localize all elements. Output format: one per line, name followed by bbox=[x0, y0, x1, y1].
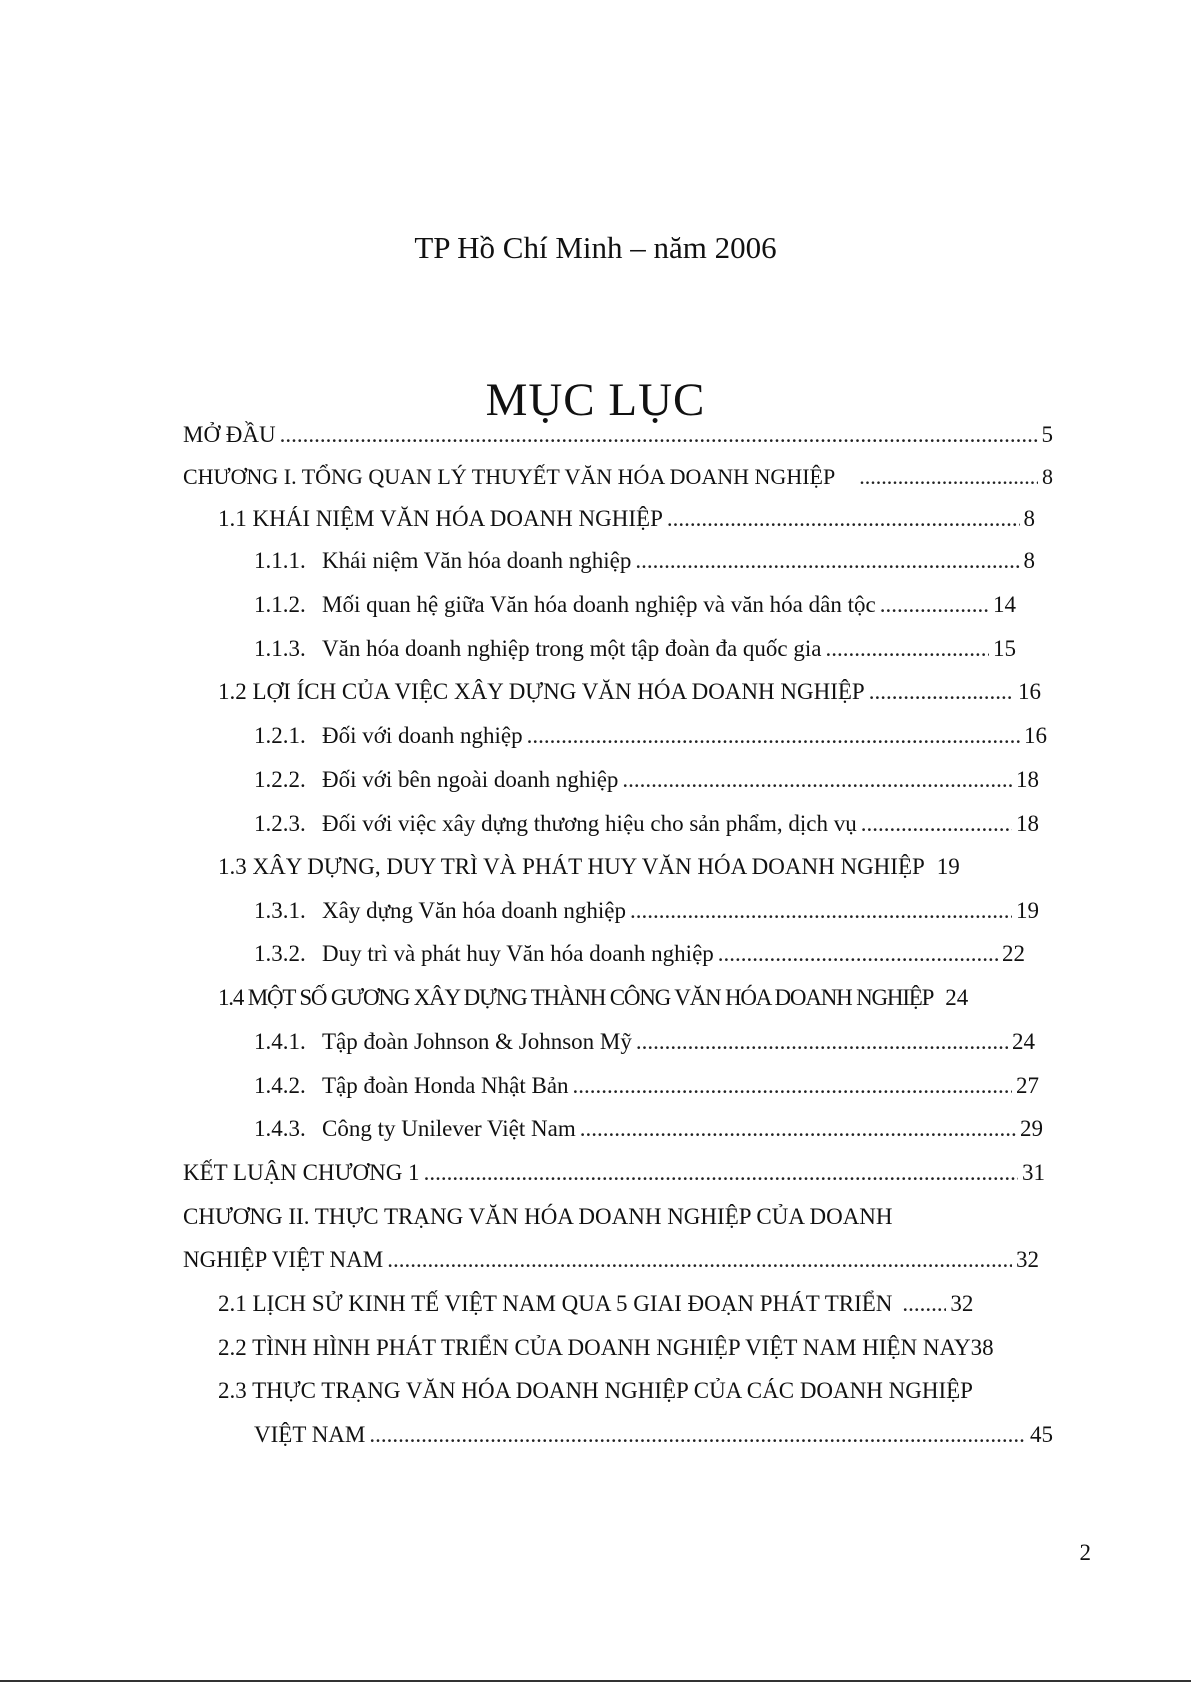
toc-entry-text: 1.2 LỢI ÍCH CỦA VIỆC XÂY DỰNG VĂN HÓA DOANH NGHIỆP bbox=[218, 679, 865, 704]
toc-entry-page: 19 bbox=[936, 854, 960, 879]
toc-entry-page: 15 bbox=[993, 636, 1016, 661]
place-date: TP Hồ Chí Minh – năm 2006 bbox=[414, 230, 777, 265]
toc-leader-dots bbox=[630, 896, 1012, 926]
toc-entry-1-2-3[interactable] bbox=[254, 809, 1053, 839]
toc-entry-number: 1.2.2. bbox=[254, 767, 306, 792]
toc-entry-mo-dau[interactable] bbox=[183, 420, 1053, 450]
toc-entry-text: Tập đoàn Honda Nhật Bản bbox=[322, 1073, 569, 1098]
toc-entry-page: 18 bbox=[1016, 811, 1039, 836]
toc-entry-1-3-2[interactable] bbox=[254, 939, 1053, 969]
toc-entry-1-2-2[interactable] bbox=[254, 765, 1053, 795]
toc-entry-page: 16 bbox=[1018, 679, 1041, 704]
toc-leader-dots bbox=[718, 939, 998, 969]
toc-entry-page: 45 bbox=[1030, 1422, 1053, 1447]
toc-entry-page: 16 bbox=[1024, 723, 1047, 748]
toc-entry-text: Công ty Unilever Việt Nam bbox=[322, 1116, 576, 1141]
toc-entry-page: 8 bbox=[1023, 506, 1035, 531]
toc-entry-page: 24 bbox=[1012, 1029, 1035, 1054]
toc-leader-dots bbox=[280, 420, 1038, 450]
toc-entry-page: 32 bbox=[950, 1291, 974, 1316]
toc-leader-dots bbox=[902, 1289, 946, 1319]
toc-entry-number: 1.2.1. bbox=[254, 723, 306, 748]
toc-entry-page: 24 bbox=[945, 985, 969, 1010]
toc-entry-text: Đối với doanh nghiệp bbox=[322, 723, 523, 748]
toc-leader-dots bbox=[636, 1027, 1008, 1057]
toc-entry-text: Tập đoàn Johnson & Johnson Mỹ bbox=[322, 1029, 632, 1054]
toc-leader-dots bbox=[387, 1245, 1012, 1275]
toc-leader-dots bbox=[622, 765, 1012, 795]
toc-entry-text: MỞ ĐẦU bbox=[183, 422, 276, 447]
toc-entry-1-1[interactable] bbox=[218, 504, 1053, 534]
toc-leader-dots bbox=[826, 634, 990, 664]
toc-entry-text: KẾT LUẬN CHƯƠNG 1 bbox=[183, 1160, 420, 1185]
toc-entry-number: 1.3.2. bbox=[254, 941, 306, 966]
toc-entry-chapter-2-line2[interactable] bbox=[183, 1245, 1053, 1275]
toc-entry-text: 1.3 XÂY DỰNG, DUY TRÌ VÀ PHÁT HUY VĂN HÓA DOANH NGHIỆP bbox=[218, 854, 925, 879]
toc-entry-text: VIỆT NAM bbox=[254, 1422, 366, 1447]
toc-entry-text: Khái niệm Văn hóa doanh nghiệp bbox=[322, 548, 632, 573]
toc-entry-1-4-1[interactable] bbox=[254, 1027, 1053, 1057]
toc-entry-page: 5 bbox=[1041, 422, 1053, 447]
toc-entry-page: 27 bbox=[1016, 1073, 1039, 1098]
toc-entry-2-1[interactable] bbox=[218, 1289, 1018, 1319]
toc-title: MỤC LỤC bbox=[485, 374, 706, 426]
toc-entry-number: 1.1.1. bbox=[254, 548, 306, 573]
toc-entry-page: 29 bbox=[1020, 1116, 1043, 1141]
toc-entry-page: 14 bbox=[993, 592, 1016, 617]
toc-entry-text: Mối quan hệ giữa Văn hóa doanh nghiệp và văn hóa dân tộc bbox=[322, 592, 876, 617]
toc-entry-2-3-line1[interactable]: 2.3 THỰC TRẠNG VĂN HÓA DOANH NGHIỆP CỦA CÁC DOANH NGHIỆP bbox=[218, 1378, 973, 1403]
toc-entry-text: NGHIỆP VIỆT NAM bbox=[183, 1247, 384, 1272]
toc-leader-dots bbox=[880, 590, 989, 620]
toc-leader-dots bbox=[527, 721, 1020, 751]
toc-entry-1-4-3[interactable] bbox=[254, 1114, 1053, 1144]
toc-leader-dots bbox=[869, 677, 1014, 707]
toc-leader-dots bbox=[573, 1071, 1012, 1101]
toc-entry-1-3-1[interactable] bbox=[254, 896, 1053, 926]
toc-entry-1-1-2[interactable] bbox=[254, 590, 1053, 620]
toc-entry-page: 19 bbox=[1016, 898, 1039, 923]
toc-entry-text: Văn hóa doanh nghiệp trong một tập đoàn đa quốc gia bbox=[322, 636, 822, 661]
toc-entry-2-2[interactable]: 2.2 TÌNH HÌNH PHÁT TRIỂN CỦA DOANH NGHIỆP VIỆT NAM HIỆN NAY38 bbox=[218, 1335, 994, 1360]
toc-entry-number: 1.4.3. bbox=[254, 1116, 306, 1141]
toc-entry-text: Duy trì và phát huy Văn hóa doanh nghiệp bbox=[322, 941, 714, 966]
toc-entry-2-3-line2[interactable] bbox=[254, 1420, 1053, 1450]
toc-entry-page: 8 bbox=[1023, 548, 1035, 573]
toc-leader-dots bbox=[369, 1420, 1026, 1450]
toc-entry-1-2[interactable] bbox=[218, 677, 1053, 707]
toc-entry-chapter-1[interactable] bbox=[183, 462, 1053, 492]
toc-leader-dots bbox=[424, 1158, 1018, 1188]
toc-entry-1-1-1[interactable] bbox=[254, 546, 1053, 576]
toc-entry-text: Xây dựng Văn hóa doanh nghiệp bbox=[322, 898, 626, 923]
toc-leader-dots bbox=[861, 809, 1012, 839]
toc-entry-number: 1.1.3. bbox=[254, 636, 306, 661]
toc-entry-1-3[interactable] bbox=[218, 852, 1035, 882]
toc-entry-1-4[interactable] bbox=[218, 983, 1041, 1013]
toc-entry-text: CHƯƠNG I. TỔNG QUAN LÝ THUYẾT VĂN HÓA DOANH NGHIỆP bbox=[183, 464, 836, 489]
toc-entry-text: 1.4 MỘT SỐ GƯƠNG XÂY DỰNG THÀNH CÔNG VĂN HÓA DOANH NGHIỆP bbox=[218, 985, 934, 1010]
toc-entry-number: 1.4.1. bbox=[254, 1029, 306, 1054]
page-number: 2 bbox=[1079, 1540, 1091, 1565]
toc-entry-1-2-1[interactable] bbox=[254, 721, 1053, 751]
toc-entry-1-1-3[interactable] bbox=[254, 634, 1053, 664]
toc-entry-page: 31 bbox=[1022, 1160, 1045, 1185]
toc-entry-number: 1.3.1. bbox=[254, 898, 306, 923]
toc-entry-number: 1.4.2. bbox=[254, 1073, 306, 1098]
toc-entry-text: Đối với bên ngoài doanh nghiệp bbox=[322, 767, 619, 792]
toc-entry-1-4-2[interactable] bbox=[254, 1071, 1053, 1101]
toc-leader-dots bbox=[635, 546, 1019, 576]
toc-entry-text: Đối với việc xây dựng thương hiệu cho sản phẩm, dịch vụ bbox=[322, 811, 857, 836]
toc-leader-dots bbox=[859, 462, 1038, 492]
toc-entry-conclusion-1[interactable] bbox=[183, 1158, 1053, 1188]
toc-entry-text: 2.1 LỊCH SỬ KINH TẾ VIỆT NAM QUA 5 GIAI ĐOẠN PHÁT TRIỂN bbox=[218, 1291, 893, 1316]
toc-entry-page: 8 bbox=[1042, 464, 1053, 489]
footer-rule bbox=[0, 1680, 1191, 1682]
toc-leader-dots bbox=[667, 504, 1020, 534]
toc-entry-chapter-2-line1[interactable]: CHƯƠNG II. THỰC TRẠNG VĂN HÓA DOANH NGHIỆP CỦA DOANH bbox=[183, 1204, 893, 1229]
toc-entry-page: 22 bbox=[1002, 941, 1025, 966]
toc-entry-number: 1.1.2. bbox=[254, 592, 306, 617]
toc-entry-page: 18 bbox=[1016, 767, 1039, 792]
toc-entry-number: 1.2.3. bbox=[254, 811, 306, 836]
toc-entry-page: 32 bbox=[1016, 1247, 1039, 1272]
toc-entry-text: 1.1 KHÁI NIỆM VĂN HÓA DOANH NGHIỆP bbox=[218, 506, 663, 531]
toc-leader-dots bbox=[580, 1114, 1016, 1144]
